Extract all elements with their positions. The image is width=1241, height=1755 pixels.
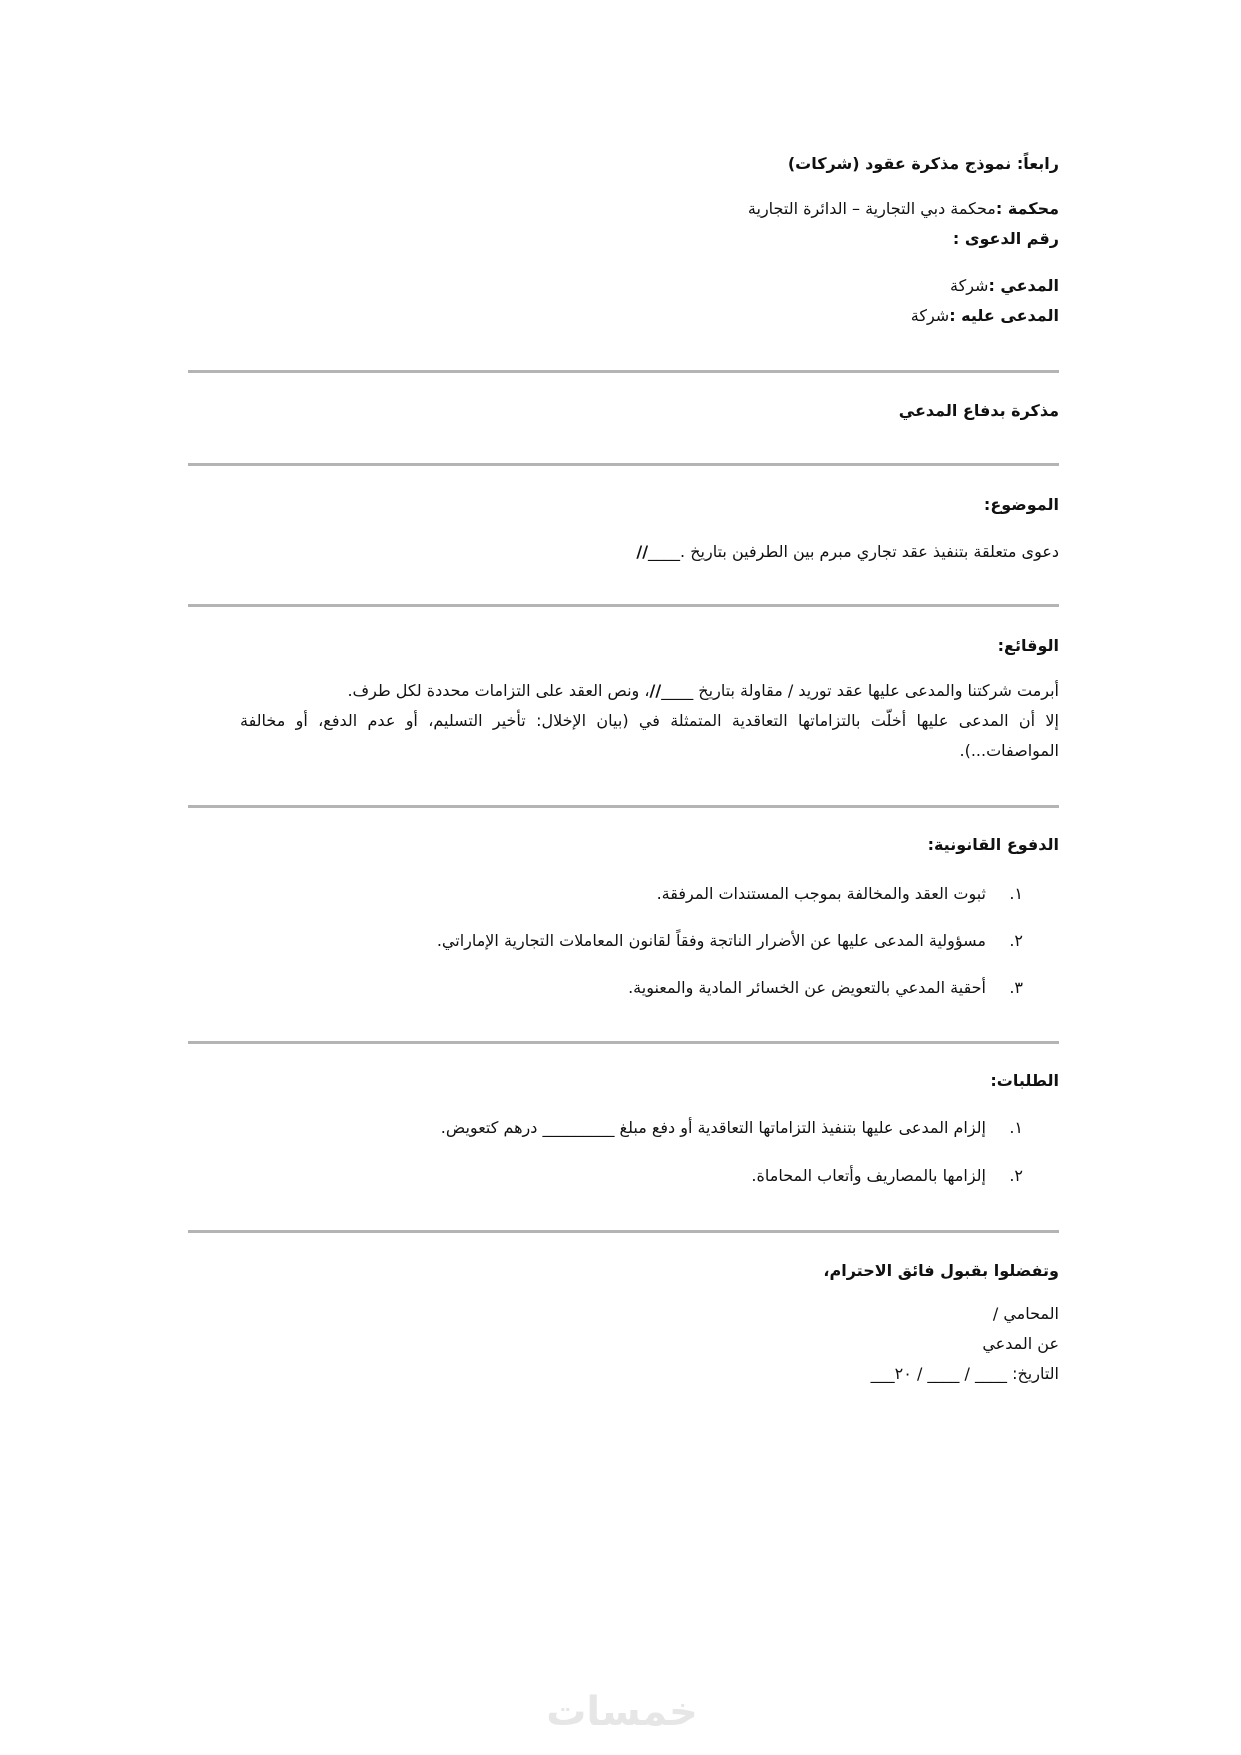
list-item-text: أحقية المدعي بالتعويض عن الخسائر المادية والمعنوية.	[628, 978, 986, 997]
facts-p1-end: ، ونص العقد على التزامات محددة لكل طرف.	[347, 681, 650, 700]
closing-salutation: وتفضلوا بقبول فائق الاحترام،	[823, 1261, 1059, 1280]
court-info	[240, 194, 1059, 254]
on-behalf-line: عن المدعي	[982, 1334, 1059, 1353]
subject-date-marker: //	[636, 542, 649, 561]
watermark-logo: خمسات	[546, 1689, 698, 1735]
divider	[188, 463, 1059, 466]
defenses-label: الدفوع القانونية:	[927, 835, 1059, 854]
date-line: التاريخ: ____ / ____ / ٢٠___	[870, 1364, 1059, 1383]
list-item	[240, 973, 1023, 1003]
document-title: رابعاً: نموذج مذكرة عقود (شركات)	[787, 154, 1059, 173]
plaintiff-line	[240, 271, 1059, 301]
plaintiff-label: المدعي :	[988, 276, 1059, 295]
list-item	[240, 1161, 1023, 1191]
case-number-label: رقم الدعوى :	[952, 229, 1059, 248]
court-label: محكمة :	[995, 199, 1059, 218]
court-line	[240, 194, 1059, 224]
list-item-text: مسؤولية المدعى عليها عن الأضرار الناتجة وفقاً لقانون المعاملات التجارية الإماراتي.	[436, 931, 986, 950]
list-item-text: ثبوت العقد والمخالفة بموجب المستندات المرفقة.	[656, 884, 986, 903]
divider	[188, 370, 1059, 373]
subject-text-body: دعوى متعلقة بتنفيذ عقد تجاري مبرم بين الطرفين بتاريخ .____	[648, 542, 1059, 561]
divider	[188, 604, 1059, 607]
divider	[188, 1041, 1059, 1044]
memo-title: مذكرة بدفاع المدعي	[898, 401, 1059, 420]
divider	[188, 805, 1059, 808]
facts-p1-marker: //	[649, 681, 662, 700]
defendant-line	[240, 301, 1059, 331]
facts-p1-start: أبرمت شركتنا والمدعى عليها عقد توريد / مقاولة بتاريخ ____	[661, 681, 1059, 700]
plaintiff-value: شركة	[950, 276, 989, 295]
lawyer-line: المحامي /	[992, 1304, 1059, 1323]
facts-paragraph-1	[240, 676, 1059, 706]
facts-paragraph-2: إلا أن المدعى عليها أخلّت بالتزاماتها التعاقدية المتمثلة في (بيان الإخلال: تأخير التسليم، أو عدم الدفع، أو مخالفة المواصفات...).	[240, 711, 1059, 760]
list-item-number: ٢.	[1009, 1166, 1023, 1185]
list-item	[240, 1113, 1023, 1143]
list-item	[240, 879, 1023, 909]
list-item	[240, 926, 1023, 956]
signature-block	[240, 1299, 1059, 1389]
list-item-number: ٣.	[1009, 978, 1023, 997]
parties-info	[240, 271, 1059, 331]
defendant-label: المدعى عليه :	[949, 306, 1059, 325]
list-item-text: إلزامها بالمصاريف وأتعاب المحاماة.	[751, 1166, 986, 1185]
list-item-number: ١.	[1009, 884, 1023, 903]
demands-label: الطلبات:	[990, 1071, 1059, 1090]
defendant-value: شركة	[910, 306, 950, 325]
facts-body	[240, 676, 1059, 766]
facts-label: الوقائع:	[997, 636, 1059, 655]
subject-label: الموضوع:	[983, 495, 1059, 514]
divider	[188, 1230, 1059, 1233]
subject-text	[240, 537, 1059, 567]
court-value: محكمة دبي التجارية – الدائرة التجارية	[747, 199, 996, 218]
list-item-number: ١.	[1009, 1118, 1023, 1137]
list-item-number: ٢.	[1009, 931, 1023, 950]
list-item-text: إلزام المدعى عليها بتنفيذ التزاماتها التعاقدية أو دفع مبلغ _________ درهم كتعويض.	[440, 1118, 986, 1137]
